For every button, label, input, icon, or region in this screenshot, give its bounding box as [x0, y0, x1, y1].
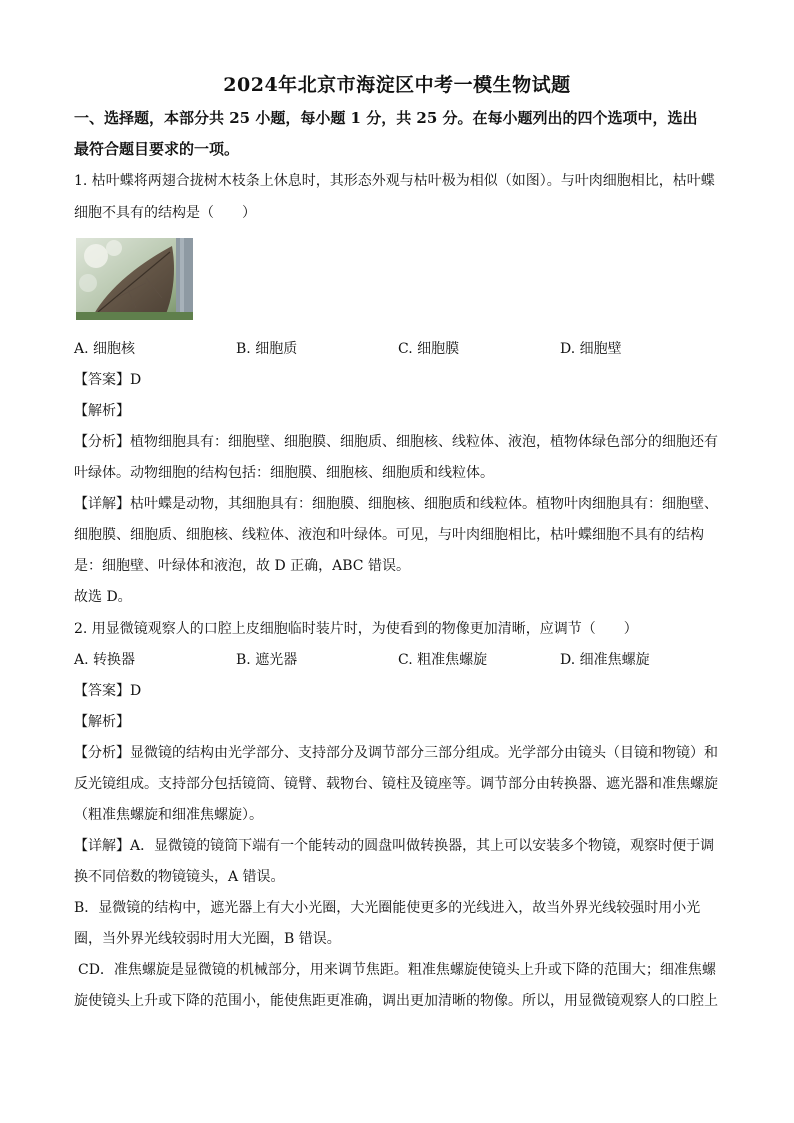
- butterfly-photo: [76, 238, 193, 320]
- q2-option-a: A. 转换器: [74, 652, 136, 668]
- q1-fenxi-line1: 【分析】植物细胞具有：细胞壁、细胞膜、细胞质、细胞核、线粒体、液泡，植物体绿色部分的细胞还有: [74, 434, 718, 450]
- q1-xiangjie-line3: 是：细胞壁、叶绿体和液泡，故 D 正确，ABC 错误。: [74, 558, 410, 574]
- q1-option-b: B. 细胞质: [236, 341, 298, 357]
- q1-option-a: A. 细胞核: [74, 341, 136, 357]
- dead-leaf-butterfly-image: [76, 238, 193, 320]
- section-heading-line1: 一、选择题，本部分共 25 小题，每小题 1 分，共 25 分。在每小题列出的四个选项中，选出: [74, 109, 698, 127]
- q2-option-d: D. 细准焦螺旋: [560, 652, 650, 668]
- q2-option-b: B. 遮光器: [236, 652, 298, 668]
- q1-option-d: D. 细胞壁: [560, 341, 622, 357]
- q1-xiangjie-line2: 细胞膜、细胞质、细胞核、线粒体、液泡和叶绿体。可见，与叶肉细胞相比，枯叶蝶细胞不具有的结构: [74, 527, 704, 543]
- q2-stem: 2. 用显微镜观察人的口腔上皮细胞临时装片时，为使看到的物像更加清晰，应调节（ ）: [74, 621, 638, 637]
- q2-analysis-label: 【解析】: [74, 714, 130, 730]
- q1-stem-line1: 1. 枯叶蝶将两翅合拢树木枝条上休息时，其形态外观与枯叶极为相似（如图）。与叶肉细胞相比，枯叶蝶: [74, 173, 715, 189]
- q2-option-c: C. 粗准焦螺旋: [398, 652, 488, 668]
- q1-conclusion: 故选 D。: [74, 589, 132, 605]
- q2-xiangjie-cd-line2: 旋使镜头上升或下降的范围小，能使焦距更准确，调出更加清晰的物像。所以，用显微镜观察人的口腔上: [74, 993, 718, 1009]
- q2-xiangjie-cd-line1: CD．准焦螺旋是显微镜的机械部分，用来调节焦距。粗准焦螺旋使镜头上升或下降的范围大；细准焦螺: [78, 962, 716, 978]
- q1-option-c: C. 细胞膜: [398, 341, 460, 357]
- q2-xiangjie-b-line2: 圈，当外界光线较弱时用大光圈，B 错误。: [74, 931, 341, 947]
- q2-xiangjie-a-line1: 【详解】A．显微镜的镜筒下端有一个能转动的圆盘叫做转换器，其上可以安装多个物镜，观察时便于调: [74, 838, 715, 854]
- q1-fenxi-line2: 叶绿体。动物细胞的结构包括：细胞膜、细胞核、细胞质和线粒体。: [74, 465, 494, 481]
- q2-xiangjie-a-line2: 换不同倍数的物镜镜头，A 错误。: [74, 869, 285, 885]
- q2-answer: 【答案】D: [74, 683, 142, 699]
- q1-stem-line2: 细胞不具有的结构是（ ）: [74, 205, 256, 221]
- q2-fenxi-line3: （粗准焦螺旋和细准焦螺旋）。: [74, 807, 263, 823]
- q1-xiangjie-line1: 【详解】枯叶蝶是动物，其细胞具有：细胞膜、细胞核、细胞质和线粒体。植物叶肉细胞具有：细胞壁、: [74, 496, 718, 512]
- page-title: 2024年北京市海淀区中考一模生物试题: [223, 74, 571, 96]
- q1-analysis-label: 【解析】: [74, 403, 130, 419]
- q2-xiangjie-b-line1: B．显微镜的结构中，遮光器上有大小光圈，大光圈能使更多的光线进入，故当外界光线较强时用小光: [74, 900, 701, 916]
- q1-answer: 【答案】D: [74, 372, 142, 388]
- q2-fenxi-line1: 【分析】显微镜的结构由光学部分、支持部分及调节部分三部分组成。光学部分由镜头（目镜和物镜）和: [74, 745, 718, 761]
- q2-fenxi-line2: 反光镜组成。支持部分包括镜筒、镜臂、载物台、镜柱及镜座等。调节部分由转换器、遮光器和准焦螺旋: [74, 776, 718, 792]
- section-heading-line2: 最符合题目要求的一项。: [74, 140, 240, 158]
